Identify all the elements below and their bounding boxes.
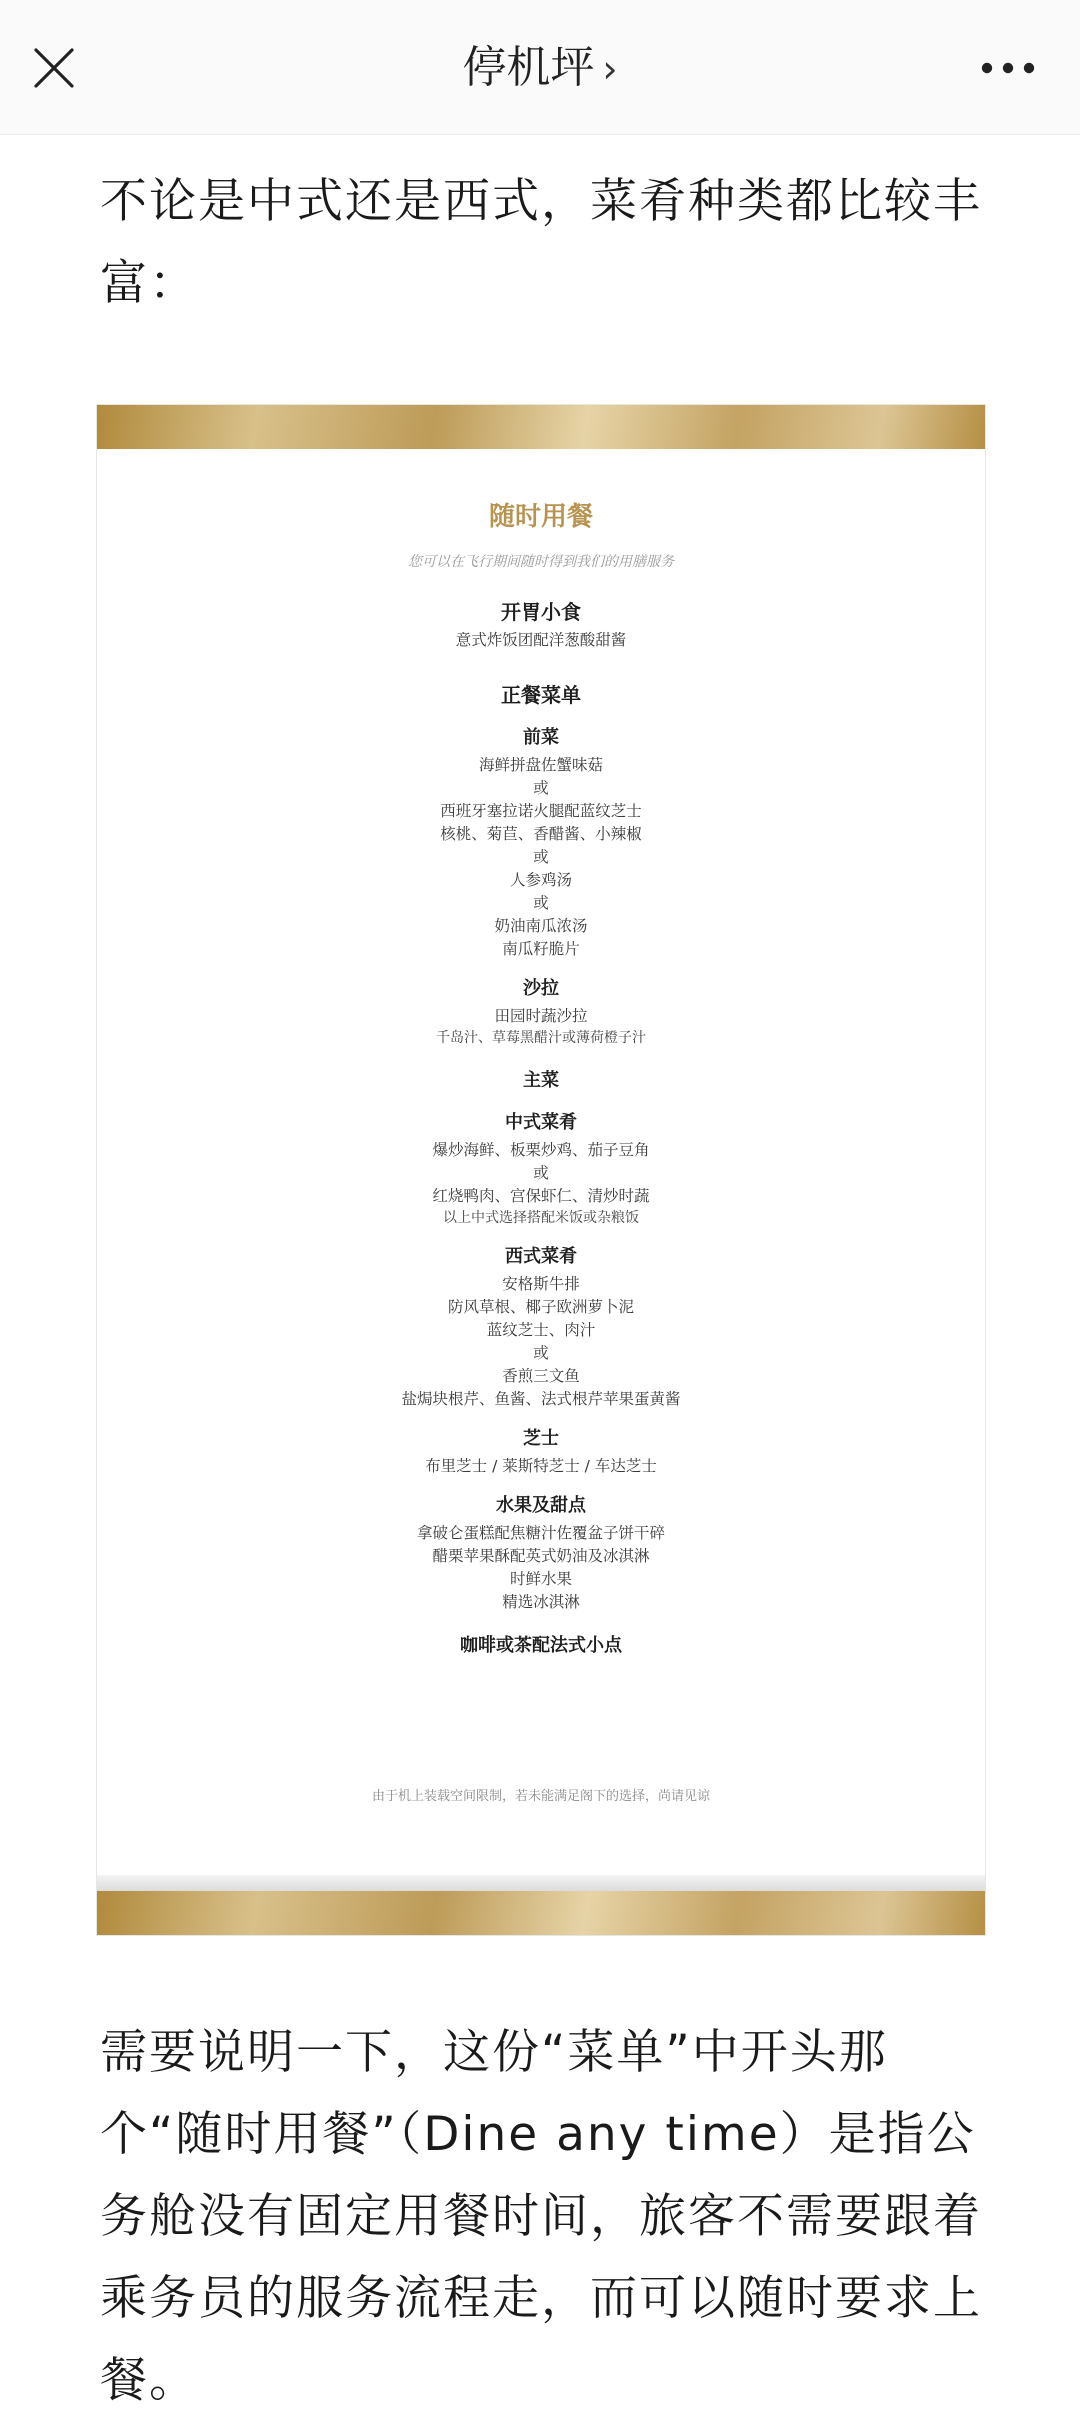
menu-item: 田园时蔬沙拉 — [494, 1007, 588, 1025]
cheese-heading: 芝士 — [523, 1428, 559, 1449]
menu-item: 盐焗块根芹、鱼酱、法式根芹苹果蛋黄酱 — [401, 1390, 681, 1408]
article-paragraph-explanation: 需要说明一下，这份“菜单”中开头那个“随时用餐”（Dine any time）是指公务舱没有固定用餐时间，旅客不需要跟着乘务员的服务流程走，而可以随时要求上餐。 — [100, 2025, 982, 2408]
appetizer-heading: 开胃小食 — [501, 600, 581, 624]
menu-item: 蓝纹芝士、肉汁 — [486, 1321, 596, 1339]
starter-heading: 前菜 — [523, 727, 559, 748]
main-menu-heading: 正餐菜单 — [501, 683, 581, 707]
gold-band-bottom — [97, 1891, 985, 1935]
top-navigation-bar — [0, 0, 1080, 135]
menu-item: 核桃、菊苣、香醋酱、小辣椒 — [440, 825, 642, 843]
menu-item: 精选冰淇淋 — [502, 1593, 580, 1611]
menu-note: 千岛汁、草莓黑醋汁或薄荷橙子汁 — [436, 1030, 646, 1046]
menu-item: 爆炒海鲜、板栗炒鸡、茄子豆角 — [432, 1141, 650, 1159]
chevron-right-icon: › — [602, 47, 618, 91]
menu-bottom-shadow — [97, 1875, 985, 1891]
menu-item: 拿破仑蛋糕配焦糖汁佐覆盆子饼干碎 — [416, 1524, 665, 1542]
menu-item: 或 — [533, 1344, 549, 1362]
menu-item: 安格斯牛排 — [502, 1275, 580, 1293]
dessert-heading: 水果及甜点 — [496, 1495, 586, 1516]
menu-item: 或 — [533, 848, 549, 866]
appetizer-item: 意式炸饭团配洋葱酸甜酱 — [455, 631, 627, 649]
menu-subtitle: 您可以在飞行期间随时得到我们的用膳服务 — [408, 554, 674, 570]
menu-item: 或 — [533, 894, 549, 912]
menu-item: 人参鸡汤 — [509, 871, 572, 889]
menu-item: 香煎三文鱼 — [502, 1367, 580, 1385]
gold-band-top — [97, 405, 985, 449]
menu-item: 防风草根、椰子欧洲萝卜泥 — [447, 1298, 634, 1316]
menu-title: 随时用餐 — [488, 502, 593, 532]
account-title-link[interactable] — [0, 36, 1080, 101]
menu-item: 西班牙塞拉诺火腿配蓝纹芝士 — [440, 802, 642, 820]
chinese-heading: 中式菜肴 — [505, 1112, 577, 1133]
more-icon[interactable] — [978, 52, 1038, 84]
menu-item: 奶油南瓜浓汤 — [494, 917, 588, 935]
menu-footnote: 由于机上装载空间限制，若未能满足阁下的选择，尚请见谅 — [371, 1789, 710, 1804]
menu-item: 海鲜拼盘佐蟹味菇 — [478, 756, 603, 774]
menu-item: 南瓜籽脆片 — [502, 940, 580, 958]
menu-item: 醋栗苹果酥配英式奶油及冰淇淋 — [432, 1547, 650, 1565]
page-title: 停机坪 — [462, 42, 595, 93]
menu-item: 红烧鸭肉、宫保虾仁、清炒时蔬 — [432, 1187, 650, 1205]
western-heading: 西式菜肴 — [505, 1246, 577, 1267]
menu-image[interactable] — [97, 405, 985, 1935]
menu-item: 时鲜水果 — [509, 1570, 572, 1588]
article-paragraph-intro: 不论是中式还是西式，菜肴种类都比较丰富： — [100, 174, 982, 311]
menu-item: 或 — [533, 1164, 549, 1182]
coffee-heading: 咖啡或茶配法式小点 — [460, 1635, 622, 1656]
salad-heading: 沙拉 — [523, 978, 559, 999]
menu-item: 或 — [533, 779, 549, 797]
mains-heading: 主菜 — [523, 1070, 559, 1091]
menu-note: 以上中式选择搭配米饭或杂粮饭 — [443, 1210, 639, 1226]
menu-content — [97, 495, 985, 1662]
menu-item: 布里芝士 / 莱斯特芝士 / 车达芝士 — [425, 1457, 657, 1475]
